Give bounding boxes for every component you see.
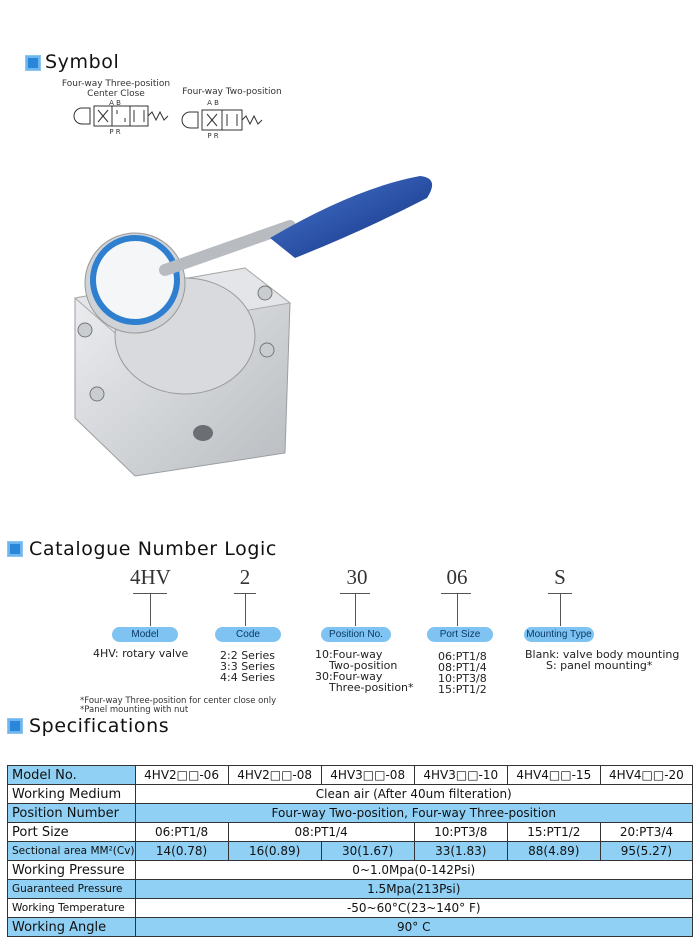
guaranteed-cell: 1.5Mpa(213Psi) (135, 880, 692, 899)
port-cell: 08:PT1/4 (228, 823, 414, 842)
angle-cell: 90° C (135, 918, 692, 937)
port-labels-pr-right: P R (207, 132, 219, 140)
table-row (8, 861, 693, 880)
pressure-cell: 0~1.0Mpa(0-142Psi) (135, 861, 692, 880)
symbol-caption-three-position: Four-way Three-position Center Close (61, 79, 171, 99)
symbol-caption-two-position: Four-way Two-position (182, 87, 282, 97)
table-row (8, 766, 693, 785)
symbol-heading: Symbol (45, 51, 120, 73)
table-row (8, 842, 693, 861)
medium-cell: Clean air (After 40um filteration) (135, 785, 692, 804)
row-label-angle: Working Angle (8, 918, 136, 937)
specifications-heading: Specifications (29, 715, 170, 737)
note-panel-mounting: *Panel mounting with nut (80, 705, 189, 715)
table-row (8, 899, 693, 918)
port-labels-ab-right: A B (207, 99, 219, 107)
model-cell: 4HV3□□-10 (414, 766, 507, 785)
row-label-model: Model No. (8, 766, 136, 785)
code-mount: S (554, 565, 566, 589)
code-port-connector (457, 594, 458, 626)
row-label-position: Position Number (8, 804, 136, 823)
area-cell: 30(1.67) (321, 842, 414, 861)
code-model-connector (150, 594, 151, 626)
port-description: 06:PT1/8 08:PT1/4 10:PT3/8 15:PT1/2 (438, 650, 487, 696)
mount-description: Blank: valve body mounting S: panel mounting* (525, 648, 680, 672)
catalogue-heading: Catalogue Number Logic (29, 538, 277, 560)
table-row (8, 880, 693, 899)
row-label-area: Sectional area MM²(Cv) (8, 842, 136, 861)
model-cell: 4HV2□□-06 (135, 766, 228, 785)
code-series-connector (245, 594, 246, 626)
port-cell: 15:PT1/2 (507, 823, 600, 842)
temperature-cell: -50~60°C(23~140° F) (135, 899, 692, 918)
area-cell: 95(5.27) (600, 842, 692, 861)
row-label-guaranteed: Guaranteed Pressure (8, 880, 136, 899)
model-cell: 4HV3□□-08 (321, 766, 414, 785)
model-description: 4HV: rotary valve (93, 647, 189, 660)
area-cell: 16(0.89) (228, 842, 321, 861)
port-cell: 10:PT3/8 (414, 823, 507, 842)
table-row (8, 918, 693, 937)
position-cell: Four-way Two-position, Four-way Three-position (135, 804, 692, 823)
code-series: 2 (239, 565, 251, 589)
code-port: 06 (446, 565, 468, 589)
code-port-underline (441, 593, 471, 594)
row-label-medium: Working Medium (8, 785, 136, 804)
port-cell: 06:PT1/8 (135, 823, 228, 842)
pill-position-no: Position No. (321, 627, 391, 642)
port-labels-ab-left: A B (109, 99, 121, 107)
section-bullet-icon (7, 541, 23, 557)
code-position-connector (355, 594, 356, 626)
pill-mounting-type: Mounting Type (524, 627, 594, 642)
table-row (8, 823, 693, 842)
port-cell: 20:PT3/4 (600, 823, 692, 842)
section-bullet-icon (7, 718, 23, 734)
model-cell: 4HV2□□-08 (228, 766, 321, 785)
code-model: 4HV (130, 565, 171, 589)
model-cell: 4HV4□□-20 (600, 766, 692, 785)
section-bullet-icon (25, 55, 41, 71)
row-label-port: Port Size (8, 823, 136, 842)
row-label-pressure: Working Pressure (8, 861, 136, 880)
rotary-valve-photo (55, 158, 435, 498)
model-cell: 4HV4□□-15 (507, 766, 600, 785)
table-row (8, 804, 693, 823)
area-cell: 14(0.78) (135, 842, 228, 861)
area-cell: 88(4.89) (507, 842, 600, 861)
pill-port-size: Port Size (427, 627, 493, 642)
specifications-table (7, 765, 693, 937)
code-position: 30 (346, 565, 368, 589)
area-cell: 33(1.83) (414, 842, 507, 861)
row-label-temperature: Working Temperature (8, 899, 136, 918)
pill-code: Code (215, 627, 281, 642)
table-row (8, 785, 693, 804)
code-mount-connector (560, 594, 561, 626)
port-labels-pr-left: P R (109, 128, 121, 136)
note-center-close: *Four-way Three-position for center close only (80, 696, 277, 706)
pill-model: Model (112, 627, 178, 642)
code-description: 2:2 Series 3:3 Series 4:4 Series (220, 649, 276, 684)
position-description: 10:Four-way Two-position 30:Four-way Three-position* (315, 648, 414, 694)
